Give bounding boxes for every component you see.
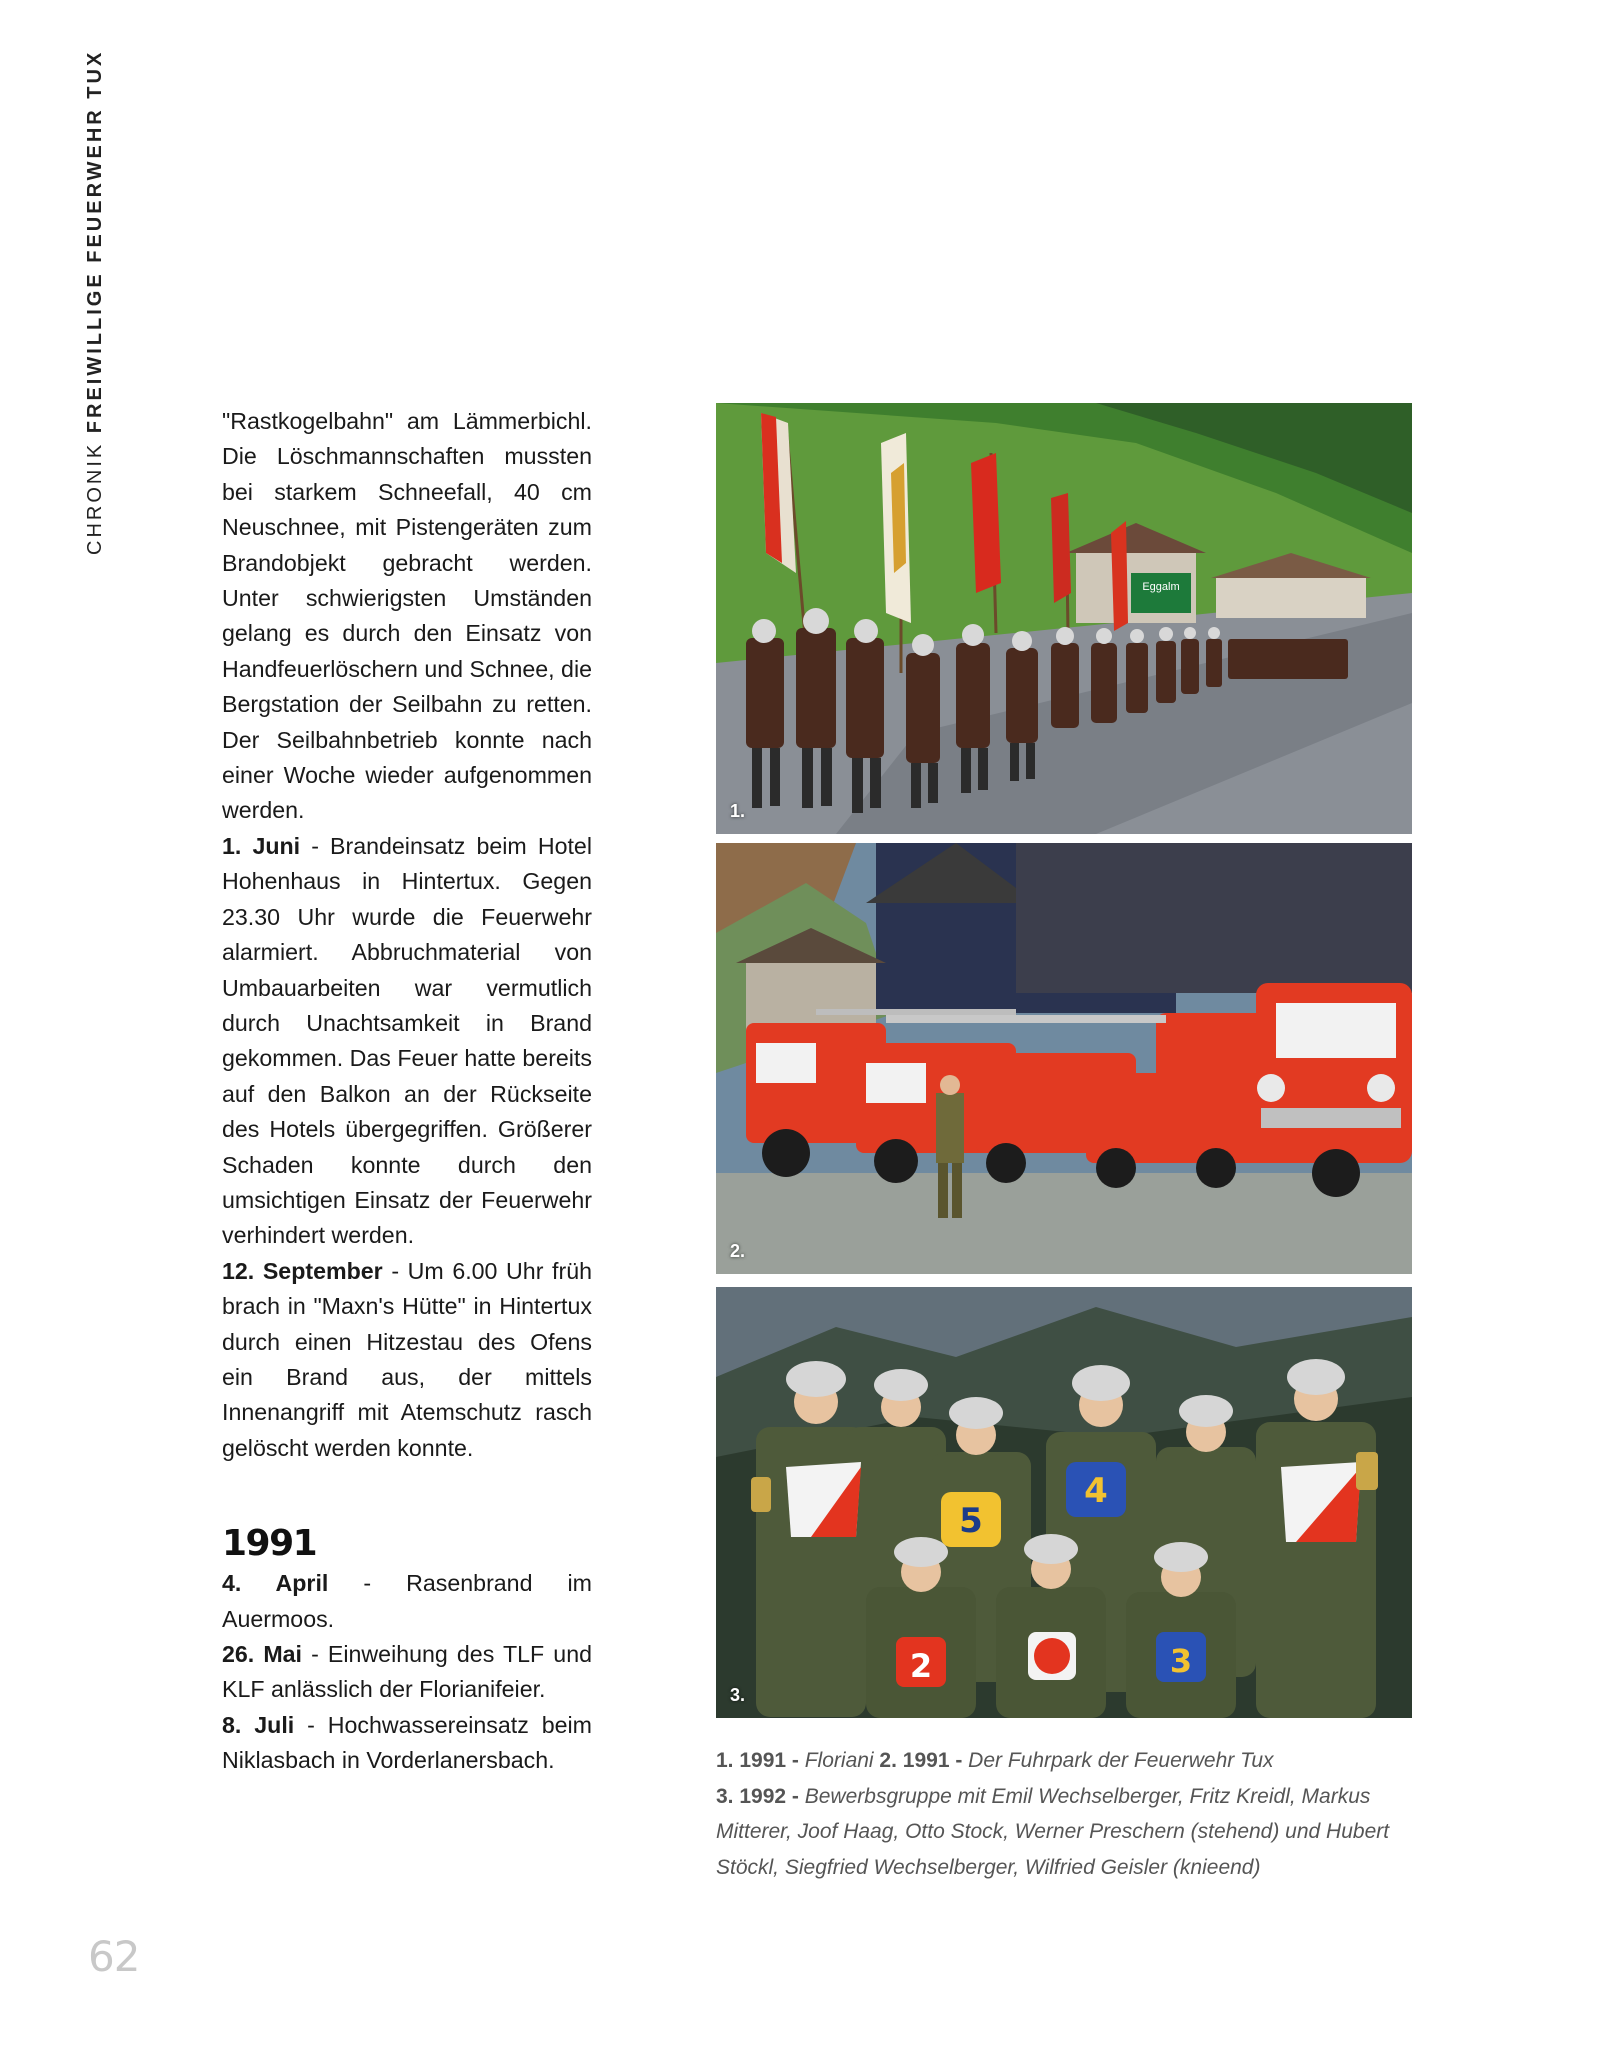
caption-text: Floriani: [804, 1749, 874, 1772]
photo-parade: [716, 403, 1412, 834]
photo-fleet: [716, 843, 1412, 1274]
running-header-bold: FREIWILLIGE FEUERWEHR TUX: [84, 49, 106, 434]
running-header-light: CHRONIK: [84, 433, 106, 555]
event-date: 8. Juli: [222, 1711, 295, 1738]
fleet-illustration: [716, 843, 1412, 1274]
event-entry-3: [222, 1566, 592, 1637]
photo-number: 3.: [730, 1685, 746, 1705]
photo-number: 1.: [730, 801, 746, 821]
bib-number: 2: [909, 1647, 933, 1685]
year-heading: 1991: [222, 1523, 317, 1565]
event-text: - Um 6.00 Uhr früh brach in "Maxn's Hütte" in Hintertux durch einen Hitzestau des Ofens ein Brand aus, der mittels Innenangriff mit Atemschutz rasch gelöscht werden konnte.: [222, 1257, 592, 1461]
caption-label: 1. 1991 -: [716, 1749, 805, 1772]
event-text: - Brandeinsatz beim Hotel Hohenhaus in Hintertux. Gegen 23.30 Uhr wurde die Feuerwehr alarmiert. Abbruchmaterial von Umbauarbeiten war vermutlich durch Unachtsamkeit in Brand gekommen. Das Feuer hatte bereits auf den Balkon an der Rückseite des Hotels übergegriffen. Größerer Schaden konnte durch den umsichtigen Einsatz der Feuerwehr verhindert werden.: [222, 832, 592, 1249]
event-entry-2: [222, 1254, 592, 1466]
event-entry-5: [222, 1708, 592, 1779]
group-illustration: [716, 1287, 1412, 1718]
page-number: 62: [88, 1932, 140, 1981]
photo-number: 2.: [730, 1241, 746, 1261]
event-date: 12. September: [222, 1257, 383, 1284]
photo-competition-group: [716, 1287, 1412, 1718]
event-date: 4. April: [222, 1570, 329, 1597]
caption-label: 3. 1992 -: [716, 1784, 805, 1808]
event-entry-4: [222, 1637, 592, 1708]
event-text: - Hochwassereinsatz beim Niklasbach in Vorderlanersbach.: [222, 1711, 592, 1774]
event-text: - Einweihung des TLF und KLF anlässlich der Florianifeier.: [222, 1641, 592, 1703]
parade-illustration: [716, 403, 1412, 834]
running-header: [84, 50, 107, 555]
road-sign-text: Eggalm: [1142, 581, 1180, 593]
event-entry-1: [222, 829, 592, 1254]
event-text: - Rasenbrand im Auermoos.: [222, 1570, 592, 1632]
caption-text: Bewerbsgruppe mit Emil Wechselberger, Fritz Kreidl, Markus Mitterer, Joof Haag, Otto Stock, Werner Preschern (stehend) und Hubert Stöckl, Siegfried Wechselberger, Wilfried Geisler (knieend): [716, 1784, 1390, 1879]
event-date: 1. Juni: [222, 832, 301, 859]
event-date: 26. Mai: [222, 1641, 302, 1667]
intro-paragraph: "Rastkogelbahn" am Lämmerbichl. Die Löschmannschaften mussten bei starkem Schneefall, 40 cm Neuschnee, mit Pistengeräten zum Brandobjekt gebracht werden. Unter schwierigsten Umständen gelang es durch den Einsatz von Handfeuerlöschern und Schnee, die Bergstation der Seilbahn zu retten. Der Seilbahnbetrieb konnte nach einer Woche wieder aufgenommen werden.: [222, 408, 592, 824]
chronicle-text-column: [222, 404, 592, 1779]
photo-caption: [716, 1743, 1416, 1885]
caption-label: 2. 1991 -: [873, 1749, 969, 1772]
bib-number: 3: [1169, 1642, 1193, 1680]
caption-text: Der Fuhrpark der Feuerwehr Tux: [968, 1749, 1274, 1772]
bib-number: 4: [1084, 1471, 1108, 1511]
bib-number: 5: [959, 1501, 983, 1541]
